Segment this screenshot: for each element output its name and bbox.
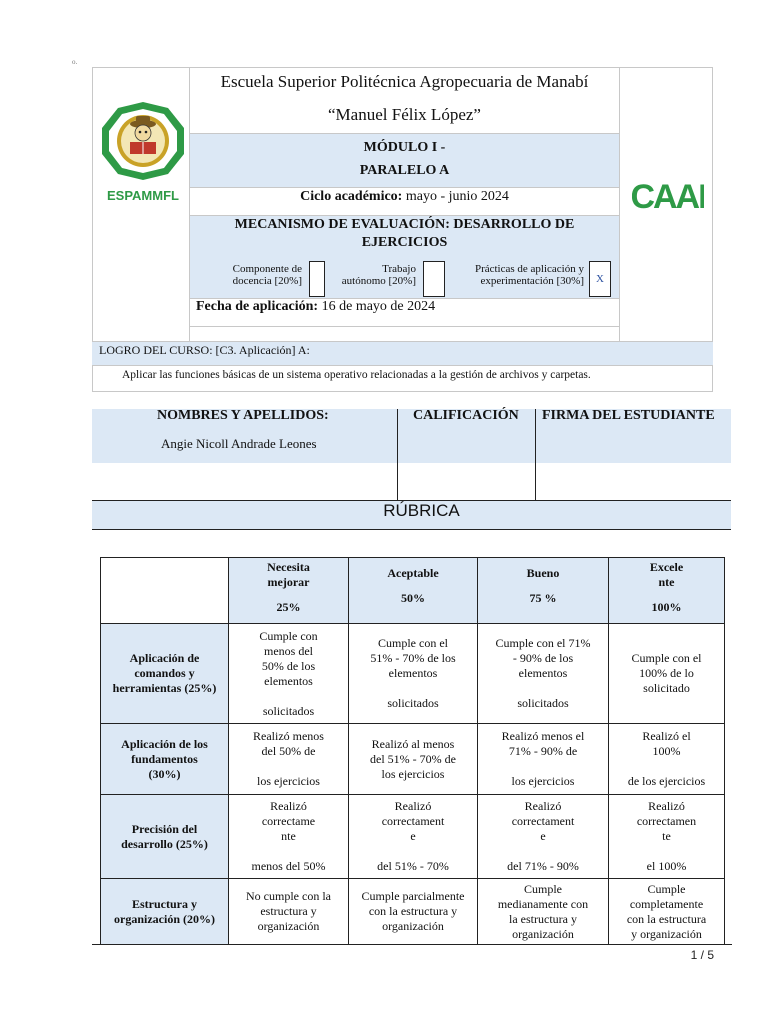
component-autonomo-checkbox[interactable] <box>423 261 445 297</box>
rubric-cell-line: 71% - 90% de <box>508 744 578 758</box>
level-label-line1: Bueno <box>526 566 560 580</box>
mechanism-line2: EJERCICIOS <box>361 235 448 250</box>
criteria-line: desarrollo (25%) <box>121 836 208 851</box>
course-description: Aplicar las funciones básicas de un sistema operativo relacionadas a la gestión de archivos y carpetas. <box>122 369 591 381</box>
grade-divider-left <box>397 409 398 500</box>
rubric-corner-cell <box>101 558 229 624</box>
rubric-cell-line <box>481 759 605 774</box>
criteria-cell <box>101 624 229 724</box>
rubric-cell-line: el 100% <box>646 859 687 873</box>
criteria-line: Estructura y <box>132 896 197 911</box>
rubric-cell-line: Cumple con <box>259 628 318 643</box>
rubric-cell-line: Realizó al menos <box>371 736 455 751</box>
espam-logo-text: ESPAMMFL <box>107 188 179 203</box>
caai-logo-text: CAAI <box>632 178 704 216</box>
level-label-line1: Aceptable <box>387 566 439 580</box>
cycle-value: mayo - junio 2024 <box>402 189 509 204</box>
rubric-cell <box>349 624 478 724</box>
signature-header: FIRMA DEL ESTUDIANTE <box>542 408 715 423</box>
criteria-cell <box>101 795 229 879</box>
criteria-cell <box>101 724 229 795</box>
rubric-cell-line: de los ejercicios <box>627 774 706 788</box>
rubric-cell-line <box>232 689 345 704</box>
rubric-cell <box>229 724 349 795</box>
school-name-line2: “Manuel Félix López” <box>328 105 481 124</box>
criteria-line: Aplicación de <box>129 651 200 665</box>
level-necesita-mejorar <box>229 558 349 624</box>
rubric-cell-line: correctame <box>261 814 316 828</box>
grade-cell[interactable] <box>405 463 535 500</box>
rubric-cell-line: los ejercicios <box>257 774 320 788</box>
rubric-cell-line: los ejercicios <box>511 774 575 788</box>
rubric-cell-line: Cumple con el 71% <box>495 636 591 650</box>
rubric-cell <box>478 724 609 795</box>
rubric-cell-line: elementos <box>388 666 438 680</box>
rubric-row-precision <box>101 795 725 879</box>
criteria-line: (30%) <box>148 766 181 781</box>
level-bueno <box>478 558 609 624</box>
rubric-header-row <box>101 558 725 624</box>
page-mark: o. <box>72 58 78 66</box>
criteria-line: organización (20%) <box>114 911 215 926</box>
component-practicas-line2: experimentación [30%] <box>480 275 584 287</box>
svg-text:ESPAMMFL <box>107 188 179 203</box>
rubric-cell-line: completamente <box>629 896 704 911</box>
component-autonomo-line1: Trabajo <box>382 263 416 275</box>
date-value: 16 de mayo de 2024 <box>318 299 436 314</box>
date-label: Fecha de aplicación: <box>196 299 319 314</box>
rubric-cell-line: - 90% de los <box>512 651 574 665</box>
rubric-cell-line <box>481 844 605 859</box>
date-divider <box>190 326 619 327</box>
component-practicas-label <box>452 263 584 287</box>
rubric-cell-line <box>232 759 345 774</box>
rubric-cell-line: del 71% - 90% <box>507 859 579 873</box>
rubric-cell-line: del 50% de <box>261 744 316 758</box>
component-autonomo-line2: autónomo [20%] <box>341 275 416 287</box>
rubric-cell-line <box>612 844 721 859</box>
level-aceptable <box>349 558 478 624</box>
rubric-cell <box>229 795 349 879</box>
rubric-cell-line: Realizó <box>524 799 562 813</box>
criteria-line: Precisión del <box>131 821 198 836</box>
rubric-cell <box>349 879 478 945</box>
level-excelente <box>609 558 725 624</box>
rubric-cell-line: organización <box>382 919 444 933</box>
level-label-line2: nte <box>658 575 675 589</box>
rubric-cell <box>478 795 609 879</box>
component-docencia-line1: Componente de <box>232 263 302 275</box>
rubric-cell-line: elementos <box>264 673 313 688</box>
mechanism-line1: MECANISMO DE EVALUACIÓN: DESARROLLO DE <box>234 217 575 232</box>
rubric-cell-line: estructura y <box>260 904 317 918</box>
level-label-line2: mejorar <box>267 575 310 589</box>
rubric-cell-line: Realizó el <box>642 729 691 743</box>
parallel-title: PARALELO A <box>359 163 450 178</box>
rubric-cell-line: correctament <box>381 814 445 828</box>
rubric-cell-line: Cumple <box>524 881 562 896</box>
level-label-line1: Necesita <box>267 560 310 574</box>
name-header: NOMBRES Y APELLIDOS: <box>157 408 329 423</box>
rubric-cell-line: menos del 50% <box>251 859 326 873</box>
level-percent: 25% <box>276 600 301 614</box>
mechanism-title <box>190 216 619 252</box>
rubric-cell <box>349 795 478 879</box>
rubric-cell-line <box>232 844 345 859</box>
rubric-cell <box>609 879 725 945</box>
component-practicas-line1: Prácticas de aplicación y <box>474 263 584 275</box>
rubric-cell-line: solicitado <box>643 681 690 695</box>
grade-header: CALIFICACIÓN <box>413 408 519 423</box>
rubric-cell-line: menos del <box>264 643 313 658</box>
rubric-cell-line <box>352 844 474 859</box>
rubric-cell-line: los ejercicios <box>381 766 445 781</box>
rubric-cell-line: medianamente con <box>497 896 589 911</box>
level-percent: 75 % <box>529 591 557 605</box>
school-name <box>190 67 619 130</box>
rubric-cell-line: Cumple <box>647 881 686 896</box>
rubric-cell-line: e <box>540 829 546 843</box>
espam-logo <box>98 98 188 213</box>
rubric-cell-line: con la estructura <box>626 911 707 926</box>
svg-text:CAAI <box>632 178 704 216</box>
rubric-cell <box>478 879 609 945</box>
school-name-line1: Escuela Superior Politécnica Agropecuaria de Manabí <box>220 72 589 91</box>
level-percent: 100% <box>651 600 682 614</box>
rubric-cell <box>609 795 725 879</box>
rubric-cell-line: te <box>662 829 671 843</box>
rubric-cell <box>229 624 349 724</box>
rubric-cell-line: del 51% - 70% de <box>370 751 456 766</box>
student-name: Angie Nicoll Andrade Leones <box>161 436 317 451</box>
rubric-cell-line <box>352 681 474 696</box>
component-practicas-checkbox[interactable]: X <box>589 261 611 297</box>
caai-logo <box>632 172 704 221</box>
rubric-cell <box>478 624 609 724</box>
rubric-cell <box>609 624 725 724</box>
rubric-cell-line: Cumple con el <box>631 651 702 665</box>
espam-emblem-icon <box>98 98 188 208</box>
level-percent: 50% <box>401 591 425 605</box>
rubric-cell-line: organización <box>257 919 320 933</box>
rubric-cell-line: Realizó menos el <box>501 729 585 743</box>
rubric-cell-line: e <box>410 829 416 843</box>
rubric-cell-line: nte <box>281 829 296 843</box>
criteria-line: comandos y <box>134 666 195 680</box>
rubric-cell-line: Realizó <box>394 799 432 813</box>
rubric-cell-line: del 51% - 70% <box>377 859 449 873</box>
rubric-cell-line: 100% de lo <box>639 666 694 680</box>
rubric-cell-line: la estructura y <box>509 911 577 926</box>
cycle-label: Ciclo académico: <box>300 189 403 204</box>
signature-cell[interactable] <box>536 463 731 500</box>
rubric-cell-line: solicitados <box>517 696 569 710</box>
rubric-cell <box>349 724 478 795</box>
course-achievement: LOGRO DEL CURSO: [C3. Aplicación] A: <box>92 341 713 366</box>
rubric-cell-line <box>481 681 605 696</box>
caai-logo-icon <box>632 172 704 216</box>
module-band <box>190 133 619 187</box>
rubric-cell-line: solicitados <box>262 703 315 718</box>
rubric-cell-line: 51% - 70% de los <box>370 651 456 665</box>
footer-rule <box>92 944 732 945</box>
rubric-cell-line: correctamen <box>636 814 697 828</box>
rubric-cell-line: correctament <box>511 814 575 828</box>
criteria-cell <box>101 879 229 945</box>
module-title: MÓDULO I - <box>363 140 446 155</box>
rubric-cell-line: Realizó <box>270 799 307 813</box>
component-docencia-line2: docencia [20%] <box>232 275 302 287</box>
level-label-line1: Excele <box>649 560 684 574</box>
page-counter: 1 / 5 <box>690 948 714 962</box>
rubric-cell-line <box>612 759 721 774</box>
rubric-table <box>100 557 725 945</box>
rubric-cell-line: solicitados <box>387 696 439 710</box>
rubric-cell-line: elementos <box>518 666 568 680</box>
rubric-cell-line: 100% <box>652 744 681 758</box>
component-docencia-checkbox[interactable] <box>309 261 325 297</box>
rubric-cell <box>229 879 349 945</box>
rubric-title: RÚBRICA <box>92 500 731 530</box>
component-autonomo-label <box>326 263 416 287</box>
criteria-line: fundamentos <box>131 751 198 766</box>
rubric-cell-line: con la estructura y <box>368 904 458 918</box>
rubric-row-estructura <box>101 879 725 945</box>
rubric-cell <box>609 724 725 795</box>
rubric-cell-line: Realizó <box>648 799 685 813</box>
rubric-cell-line: No cumple con la <box>246 889 331 903</box>
rubric-cell-line: y organización <box>631 926 702 941</box>
criteria-line: herramientas (25%) <box>112 681 217 695</box>
rubric-cell-line: Cumple parcialmente <box>361 889 465 903</box>
rubric-row-comandos <box>101 624 725 724</box>
rubric-cell-line: 50% de los <box>261 658 316 673</box>
rubric-cell-line: organización <box>512 926 574 941</box>
mechanism-band <box>190 215 619 298</box>
rubric-cell-line: Realizó menos <box>253 729 324 743</box>
rubric-row-fundamentos <box>101 724 725 795</box>
rubric-cell-line: Cumple con el <box>378 636 448 650</box>
criteria-line: Aplicación de los <box>121 736 208 751</box>
academic-cycle <box>190 187 619 215</box>
application-date <box>190 298 619 341</box>
component-docencia-label <box>210 263 302 287</box>
